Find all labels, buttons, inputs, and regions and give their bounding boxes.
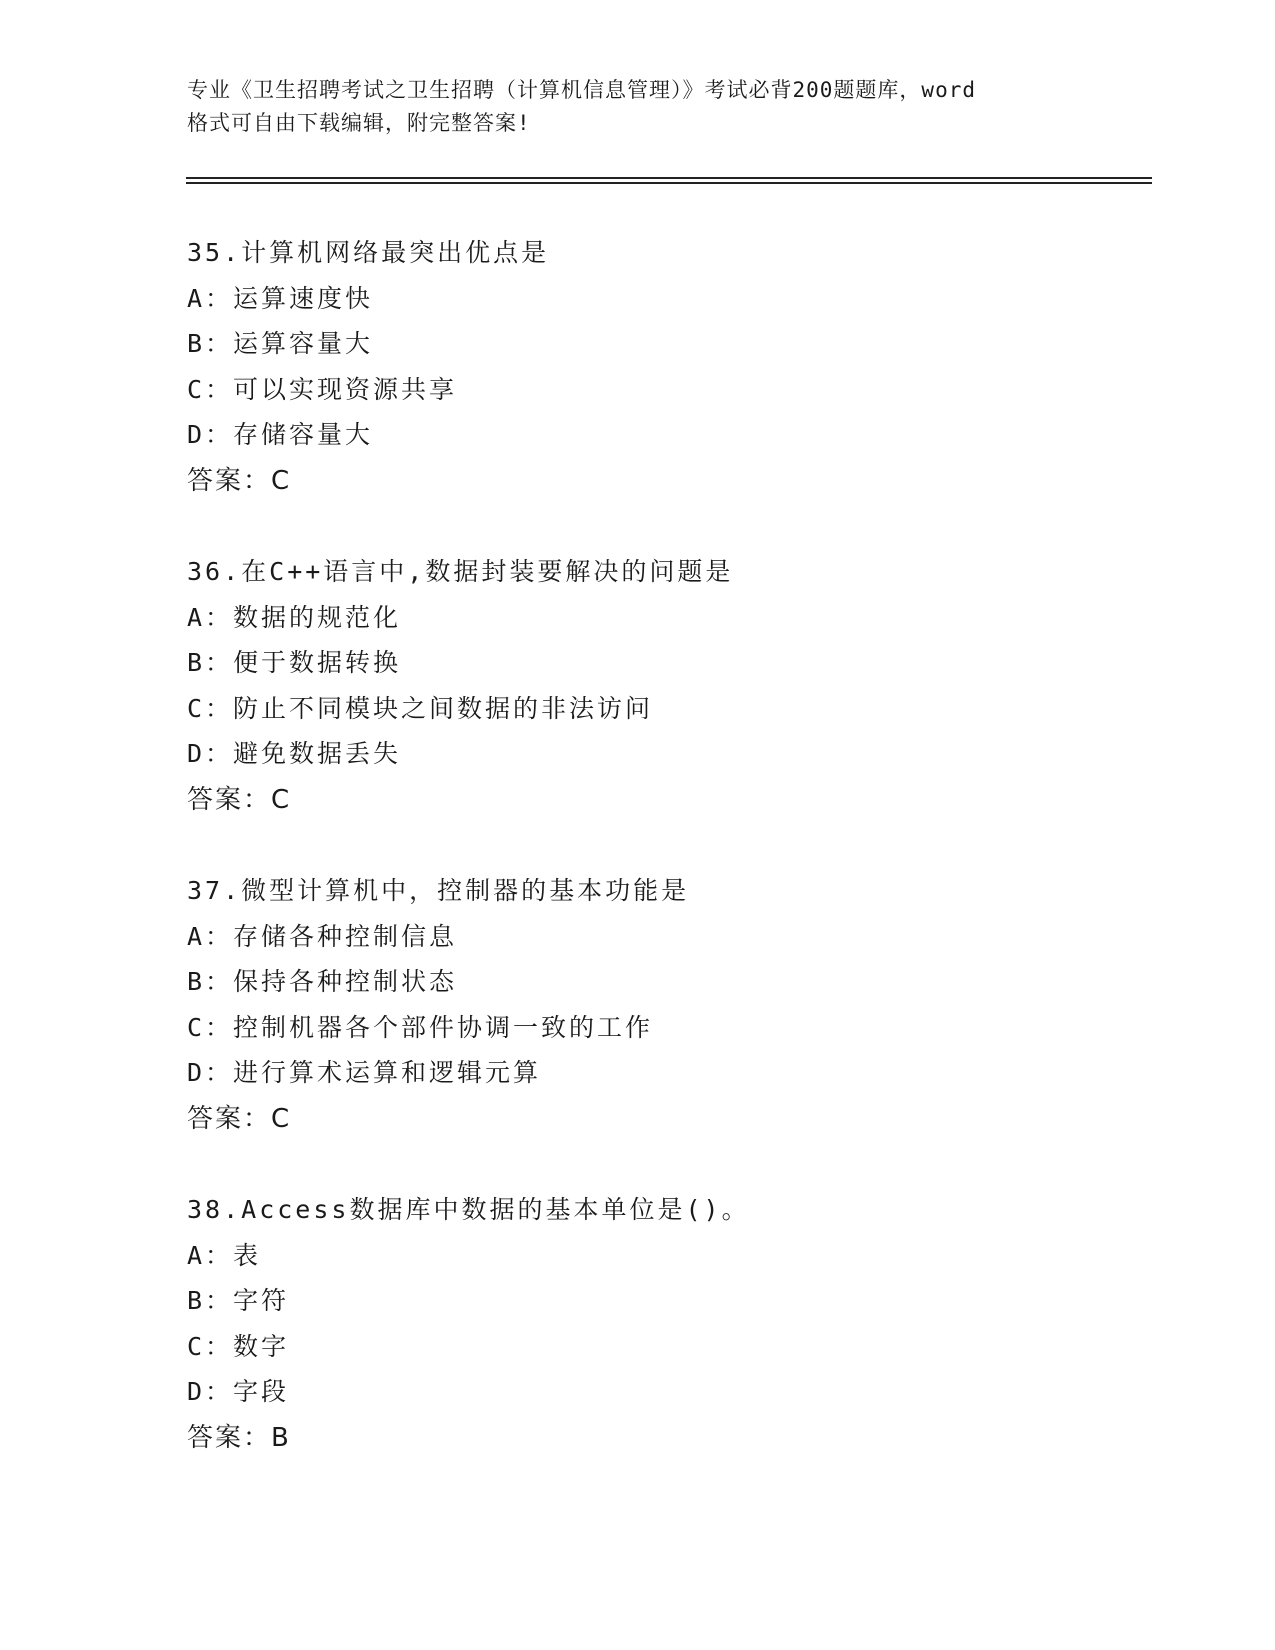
option-b: B：运算容量大: [187, 329, 374, 358]
option-c: C：可以实现资源共享: [187, 374, 458, 404]
question-title: 38.Access数据库中数据的基本单位是()。: [187, 1195, 750, 1224]
question-title: 35.计算机网络最突出优点是: [187, 238, 550, 267]
question-35: [187, 235, 1147, 554]
question-list: [187, 235, 1147, 1511]
header-divider-top: [186, 177, 1152, 179]
header-line-2: 格式可自由下载编辑，附完整答案!: [187, 111, 531, 135]
question-37: [187, 873, 1147, 1192]
option-c: C：防止不同模块之间数据的非法访问: [187, 693, 654, 723]
answer-text: 答案：C: [187, 465, 292, 496]
answer-text: 答案：B: [187, 1422, 291, 1453]
answer-text: 答案：C: [187, 1103, 292, 1134]
option-a: A：运算速度快: [187, 283, 374, 313]
option-d: D：进行算术运算和逻辑元算: [187, 1058, 542, 1087]
question-36: [187, 554, 1147, 873]
header-line-1: 专业《卫生招聘考试之卫生招聘（计算机信息管理）》考试必背200题题库，word: [187, 78, 976, 102]
answer-text: 答案：C: [187, 784, 292, 815]
option-c: C：数字: [187, 1331, 290, 1361]
option-a: A：存储各种控制信息: [187, 921, 458, 951]
question-title: 37.微型计算机中，控制器的基本功能是: [187, 876, 690, 905]
option-a: A：表: [187, 1240, 262, 1270]
option-b: B：便于数据转换: [187, 648, 402, 677]
option-c: C：控制机器各个部件协调一致的工作: [187, 1012, 654, 1042]
option-a: A：数据的规范化: [187, 602, 402, 632]
option-d: D：字段: [187, 1377, 290, 1406]
option-b: B：字符: [187, 1286, 290, 1315]
option-b: B：保持各种控制状态: [187, 967, 458, 996]
document-header: [187, 74, 1087, 140]
option-d: D：存储容量大: [187, 420, 374, 449]
header-divider-bottom: [186, 182, 1152, 184]
question-title: 36.在C++语言中,数据封装要解决的问题是: [187, 557, 734, 586]
question-38: [187, 1192, 1147, 1511]
option-d: D：避免数据丢失: [187, 739, 402, 768]
